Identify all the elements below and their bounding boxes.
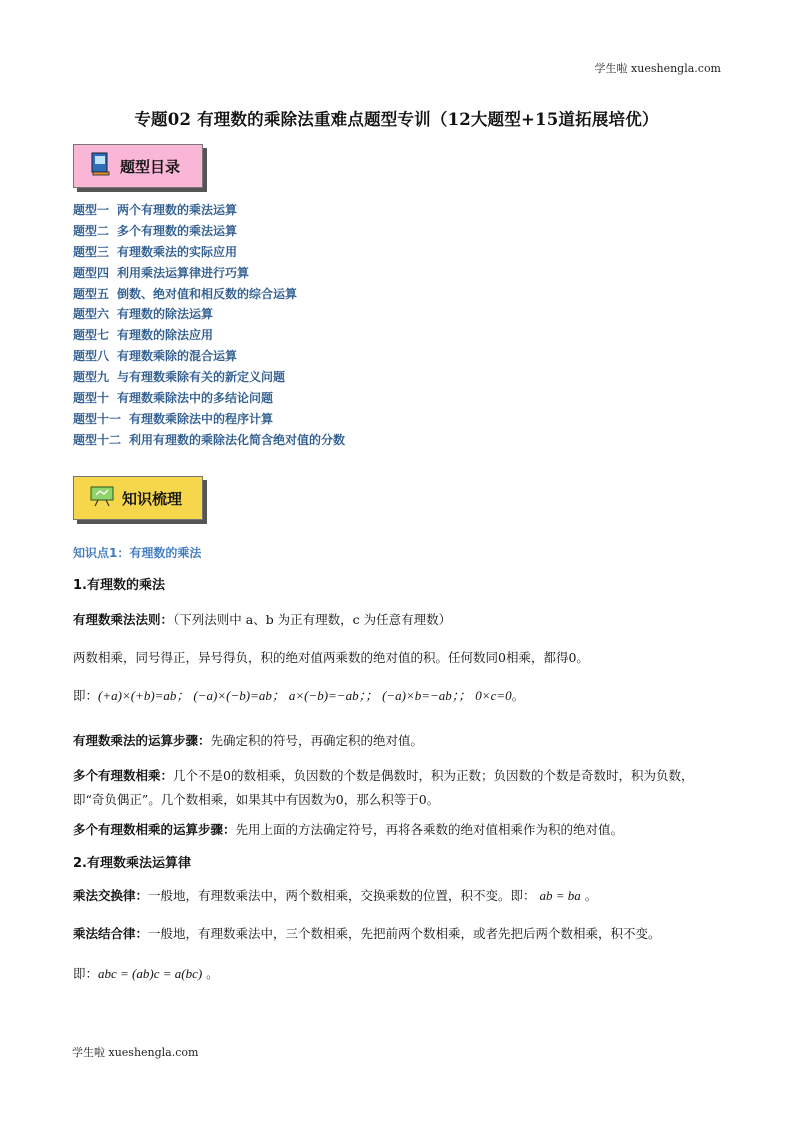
page-title: 专题02 有理数的乘除法重难点题型专训（12大题型+15道拓展培优） bbox=[134, 110, 659, 129]
book-computer-icon bbox=[90, 152, 112, 180]
toc-item[interactable]: 题型五 倒数、绝对值和相反数的综合运算 bbox=[73, 286, 298, 301]
section-heading-2: 2.有理数乘法运算律 bbox=[73, 856, 191, 871]
commutative-text: 一般地，有理数乘法中，两个数相乘，交换乘数的位置，积不变。即： bbox=[148, 888, 536, 903]
multi-steps-paragraph bbox=[73, 818, 623, 842]
toc-item[interactable]: 题型三 有理数乘法的实际应用 bbox=[73, 244, 238, 259]
toc-item[interactable]: 题型十二 利用有理数的乘除法化简含绝对值的分数 bbox=[73, 432, 346, 447]
toc-item[interactable]: 题型七 有理数的除法应用 bbox=[73, 328, 214, 343]
associative-paragraph bbox=[73, 922, 661, 946]
associative-label: 乘法结合律： bbox=[73, 926, 149, 941]
example-line bbox=[73, 684, 524, 708]
formula-2: (−a)×(−b)=ab； bbox=[193, 688, 285, 703]
formula-5: 0×c=0 bbox=[475, 688, 512, 703]
footer-site: 学生啦 xueshengla.com bbox=[72, 1046, 199, 1059]
steps-paragraph bbox=[73, 729, 423, 753]
associative-formula-line bbox=[73, 962, 219, 986]
formula-1: (+a)×(+b)=ab； bbox=[98, 688, 190, 703]
formula-3: a×(−b)=−ab；； bbox=[288, 688, 379, 703]
toc-banner-label: 题型目录 bbox=[120, 157, 181, 176]
rule-label: 有理数乘法法则： bbox=[73, 612, 174, 627]
knowledge-banner bbox=[73, 476, 203, 520]
toc-item[interactable]: 题型八 有理数乘除的混合运算 bbox=[73, 349, 238, 364]
toc-item[interactable]: 题型十 有理数乘除法中的多结论问题 bbox=[73, 391, 274, 406]
toc-item[interactable]: 题型二 多个有理数的乘法运算 bbox=[73, 223, 238, 238]
toc-list bbox=[73, 200, 345, 451]
formula-4: (−a)×b=−ab；； bbox=[382, 688, 472, 703]
commutative-paragraph bbox=[73, 884, 597, 908]
rule-paragraph bbox=[73, 608, 451, 632]
header-site: 学生啦 xueshengla.com bbox=[594, 62, 721, 75]
multi-label: 多个有理数相乘： bbox=[73, 768, 174, 783]
steps-text: 先确定积的符号，再确定积的绝对值。 bbox=[210, 733, 424, 748]
multi-steps-label: 多个有理数相乘的运算步骤： bbox=[73, 822, 236, 837]
associative-end: 。 bbox=[206, 966, 219, 981]
section-heading-1: 1.有理数的乘法 bbox=[73, 578, 165, 593]
toc-item[interactable]: 题型六 有理数的除法运算 bbox=[73, 307, 214, 322]
commutative-label: 乘法交换律： bbox=[73, 888, 149, 903]
knowledge-banner-label: 知识梳理 bbox=[122, 489, 183, 508]
multi-text: 几个不是0的数相乘，负因数的个数是偶数时，积为正数；负因数的个数是奇数时，积为负数，即“奇负偶正”。几个数相乘，如果其中有因数为0，那么积等于0。 bbox=[73, 768, 694, 807]
steps-label: 有理数乘法的运算步骤： bbox=[73, 733, 211, 748]
toc-banner bbox=[73, 144, 203, 188]
multi-paragraph bbox=[73, 764, 723, 812]
associative-prefix: 即： bbox=[73, 966, 99, 981]
toc-item[interactable]: 题型一 两个有理数的乘法运算 bbox=[73, 203, 238, 217]
knowledge-point-heading: 知识点1：有理数的乘法 bbox=[73, 546, 202, 560]
associative-text: 一般地，有理数乘法中，三个数相乘，先把前两个数相乘，或者先把后两个数相乘，积不变。 bbox=[148, 926, 661, 941]
toc-item[interactable]: 题型十一 有理数乘除法中的程序计算 bbox=[73, 411, 274, 426]
toc-item[interactable]: 题型九 与有理数乘除有关的新定义问题 bbox=[73, 370, 286, 385]
multi-steps-text: 先用上面的方法确定符号，再将各乘数的绝对值相乘作为积的绝对值。 bbox=[235, 822, 624, 837]
toc-item[interactable]: 题型四 利用乘法运算律进行巧算 bbox=[73, 265, 250, 280]
example-prefix: 即： bbox=[73, 688, 99, 703]
example-end: 。 bbox=[511, 688, 525, 703]
rule-text: 两数相乘，同号得正，异号得负，积的绝对值两乘数的绝对值的积。任何数同0相乘，都得0。 bbox=[73, 650, 589, 665]
commutative-formula: ab = ba bbox=[539, 888, 581, 903]
commutative-end: 。 bbox=[584, 888, 598, 903]
associative-formula: abc = (ab)c = a(bc) bbox=[98, 966, 203, 981]
whiteboard-icon bbox=[90, 485, 114, 511]
rule-note: （下列法则中 a、b 为正有理数，c 为任意有理数） bbox=[173, 612, 452, 627]
